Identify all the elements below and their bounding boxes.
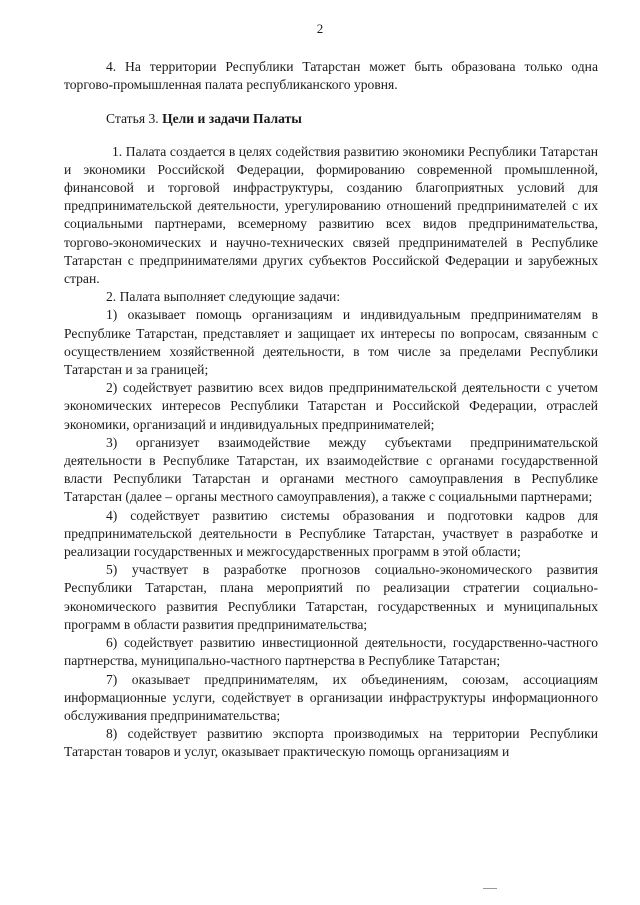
task-item-8: 8) содействует развитию экспорта производимых на территории Республики Татарстан товаров и услуг, оказывает практическую помощь организациям и <box>64 726 598 760</box>
task-item-7: 7) оказывает предпринимателям, их объединениям, союзам, ассоциациям информационные услуги, содействует в организации инфраструктуры информационного обслуживания предпринимательства; <box>64 671 598 723</box>
article-label: Статья 3. <box>106 111 159 127</box>
task-item-2: 2) содействует развитию всех видов предпринимательской деятельности с учетом экономических интересов Республики Татарстан и Российской Федерации, отраслей экономики, организаций и индивидуальных предпринимателей; <box>64 380 598 432</box>
task-item-5: 5) участвует в разработке прогнозов социально-экономического развития Республики Татарстан, плана мероприятий по реализации стратегии социально-экономического развития Республики Татарстан, государственных и муниципальных программ в области развития предпринимательства; <box>64 562 598 632</box>
task-item-6: 6) содействует развитию инвестиционной деятельности, государственно-частного партнерства, муниципально-частного партнерства в Республике Татарстан; <box>64 635 598 669</box>
article-heading <box>64 110 598 128</box>
page-number: 2 <box>316 21 324 36</box>
article-title: Цели и задачи Палаты <box>162 111 302 127</box>
intro-paragraph: 4. На территории Республики Татарстан может быть образована только одна торгово-промышленная палата республиканского уровня. <box>64 59 598 93</box>
scan-mark <box>483 888 497 889</box>
task-item-1: 1) оказывает помощь организациям и индивидуальным предпринимателям в Республике Татарстан, представляет и защищает их интересы по вопросам, связанным с осуществлением хозяйственной деятельности, в том числе за пределами Республики Татарстан и за границей; <box>64 307 598 378</box>
document-body <box>64 58 598 762</box>
task-item-4: 4) содействует развитию системы образования и подготовки кадров для предпринимательской деятельности в Республике Татарстан, участвует в разработке и реализации государственных и межгосударственных программ в этой области; <box>64 507 598 560</box>
task-item-3: 3) организует взаимодействие между субъектами предпринимательской деятельности в Республике Татарстан, их взаимодействие с органами государственной власти Республики Татарстан и органами местного самоуправления в Республике Татарстан (далее – органы местного самоуправления), а также с социальными партнерами; <box>64 434 598 505</box>
paragraph-tasks-intro: 2. Палата выполняет следующие задачи: <box>106 289 341 305</box>
paragraph-purpose: 1. Палата создается в целях содействия развитию экономики Республики Татарстан и экономики Российской Федерации, формированию современной промышленной, финансовой и торговой инфраструктуры, созданию благоприятных условий для предпринимательской деятельности, урегулированию отношений предпринимателей с их социальными партнерами, всемерному развитию всех видов предпринимательства, торгово-экономических и научно-технических связей предпринимателей в Республике Татарстан с предпринимателями других субъектов Российской Федерации и зарубежных стран. <box>64 143 598 287</box>
